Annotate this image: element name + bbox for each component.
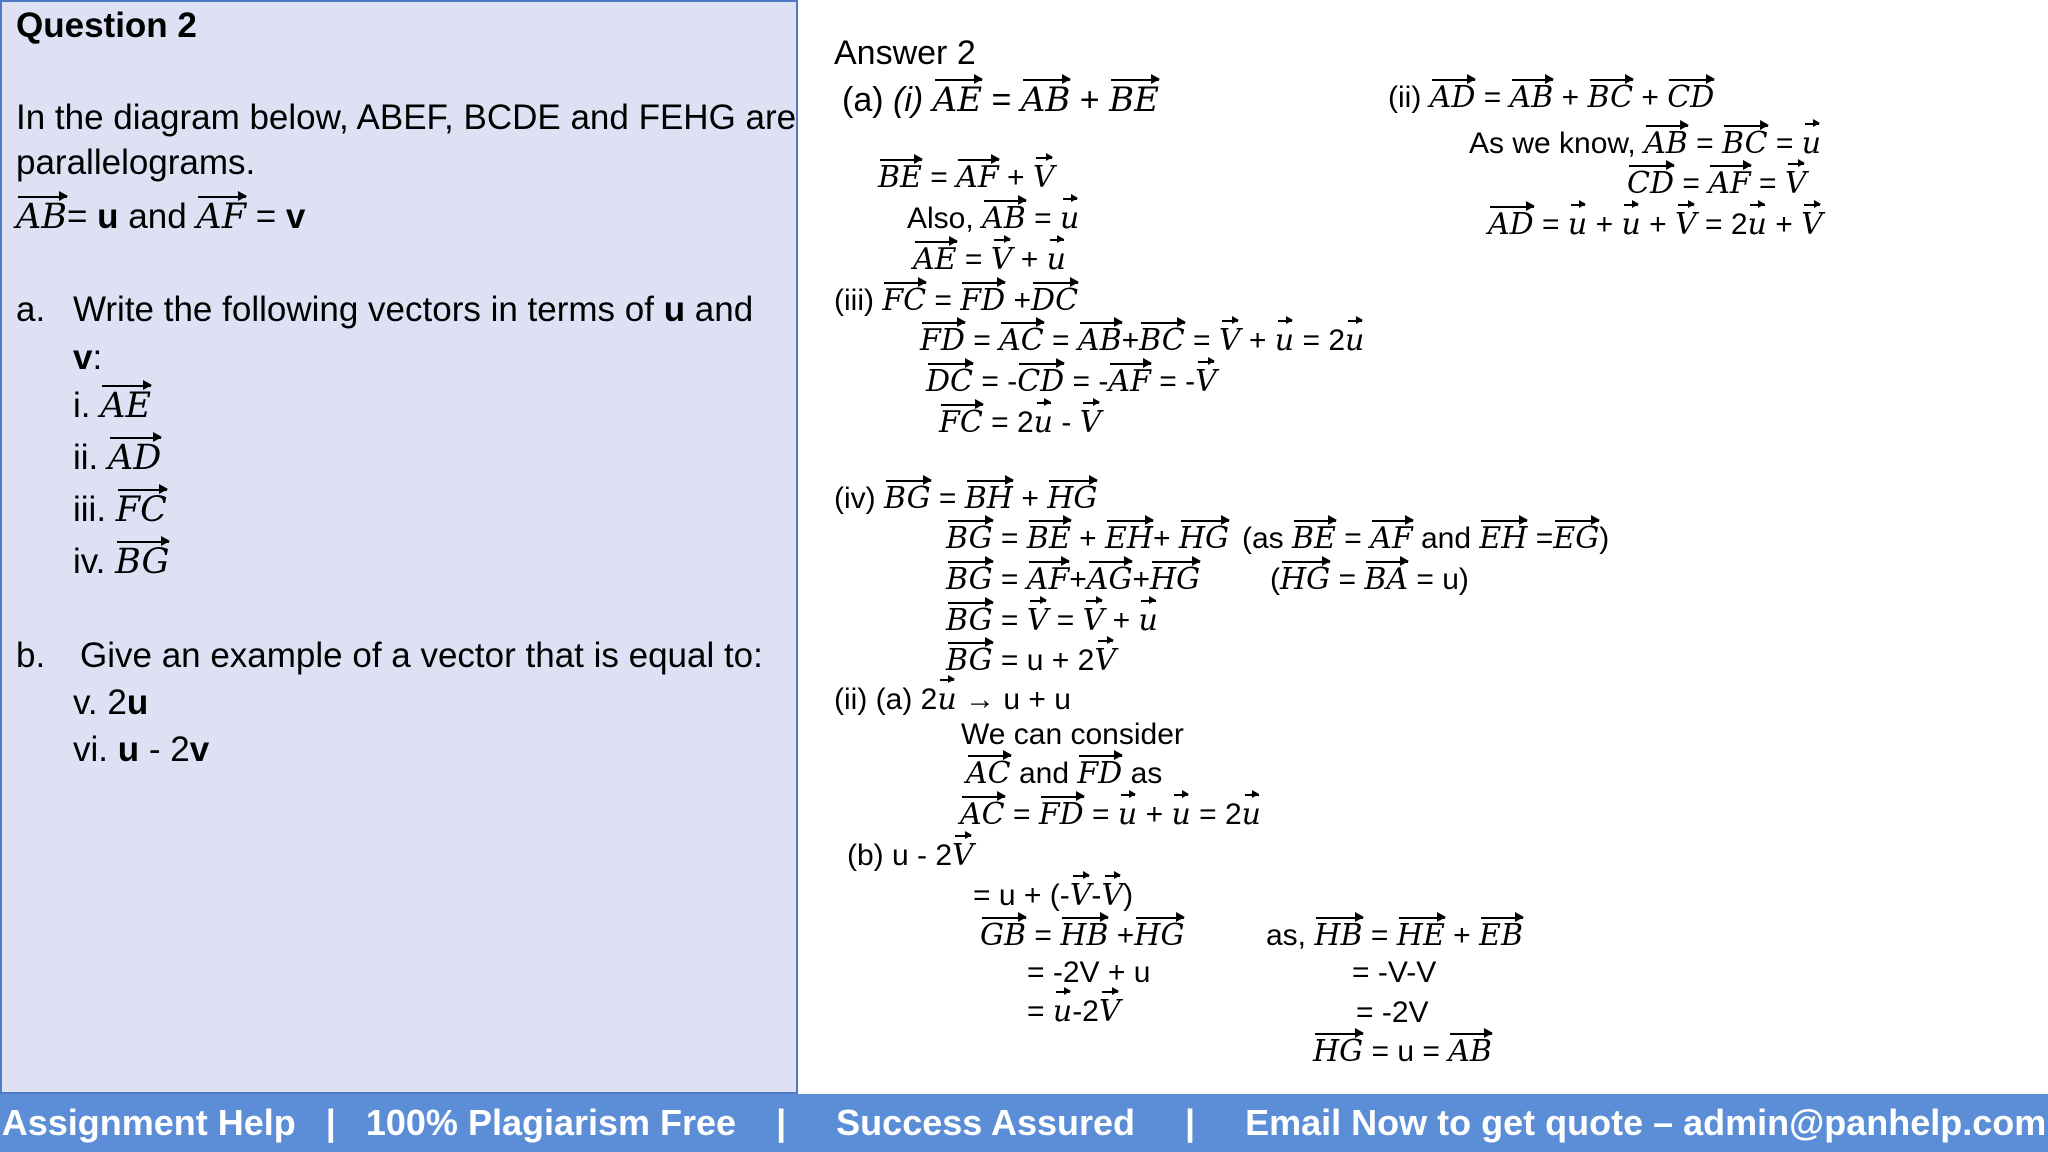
part-a-item [73, 542, 169, 582]
bold-vector-symbol: v [285, 197, 306, 236]
text-segment: iv. [73, 542, 116, 581]
vector-notation: HB [1314, 918, 1363, 953]
text-segment: i. [73, 386, 101, 425]
part-b-instruction: Give an example of a vector that is equal to: [80, 636, 763, 675]
vector-notation: AB [1644, 126, 1688, 161]
text-segment: + [998, 161, 1033, 194]
part-a-item [73, 490, 167, 530]
vector-notation: BE [878, 160, 922, 195]
text-segment: = [1767, 127, 1802, 160]
vector-notation: CD [1627, 166, 1675, 201]
vector-symbol: u [1052, 994, 1073, 1029]
vector-notation: AD [1488, 207, 1534, 242]
text-segment: + [1070, 522, 1105, 555]
vector-symbol: V [1674, 207, 1697, 242]
text-segment: (b) u - 2 [847, 839, 953, 872]
vector-notation: HG [1134, 918, 1185, 953]
bold-vector-symbol: v [189, 730, 210, 769]
text-segment: = [992, 522, 1027, 555]
vector-notation: BC [1587, 80, 1634, 115]
vector-notation: FC [939, 405, 983, 440]
vector-symbol: u [1117, 797, 1138, 832]
text-segment: + [1012, 482, 1048, 515]
vector-notation: CD [1667, 80, 1715, 115]
vector-symbol: V [1032, 160, 1055, 195]
question-intro-line-2: parallelograms. [16, 143, 256, 182]
text-segment: = 2 [1190, 798, 1242, 831]
text-segment: - [1052, 406, 1080, 439]
vector-notation: AF [1370, 521, 1413, 556]
text-segment: = [992, 604, 1027, 637]
part-a-instruction-cont [73, 338, 102, 378]
vector-notation: BC [1139, 323, 1185, 358]
text-segment: as [1122, 757, 1163, 790]
text-segment: = 2 [982, 406, 1034, 439]
vector-symbol: u [1345, 323, 1365, 358]
bold-vector-symbol: u [126, 683, 149, 722]
text-segment: v. 2 [73, 683, 127, 722]
part-a-item [73, 386, 151, 426]
vector-notation: EB [1479, 918, 1523, 953]
vector-notation: AF [1108, 364, 1151, 399]
text-segment: = -2V [1356, 996, 1429, 1029]
text-segment: = [1527, 522, 1554, 555]
answer-line [946, 562, 1200, 597]
text-segment: = [964, 324, 1000, 357]
vector-symbol: u [937, 682, 957, 717]
text-segment: = [1027, 995, 1053, 1028]
answer-line [834, 481, 1097, 516]
text-segment: = [1750, 167, 1785, 200]
text-segment: + [1240, 324, 1275, 357]
answer-line [946, 521, 1229, 556]
text-segment: and [118, 197, 197, 236]
vector-notation: FC [882, 283, 927, 318]
vector-notation: FD [1077, 756, 1123, 791]
text-segment: as, [1266, 919, 1315, 952]
answer-line [966, 756, 1162, 791]
vector-symbol: V [1079, 405, 1102, 440]
vector-notation: FD [920, 323, 965, 358]
vector-symbol: u [1241, 797, 1261, 832]
part-b-item [73, 730, 209, 770]
vector-notation: BG [946, 603, 993, 638]
text-segment: = [1184, 324, 1219, 357]
vector-notation: AF [196, 197, 246, 237]
text-segment: Also, [907, 202, 983, 235]
answer-line [960, 797, 1261, 832]
answer-line [878, 160, 1055, 195]
text-segment: = [1043, 324, 1078, 357]
answer-line [1388, 80, 1714, 115]
text-segment: = [992, 563, 1027, 596]
text-segment: - [1091, 879, 1102, 912]
text-segment: = [1048, 604, 1083, 637]
vector-notation: BE [1109, 80, 1159, 120]
vector-notation: EH [1104, 521, 1153, 556]
text-segment: = [1335, 522, 1371, 555]
text-segment: = -V-V [1352, 956, 1437, 989]
text-segment: = [926, 284, 961, 317]
vector-notation: AF [1026, 562, 1070, 597]
vector-symbol: u [1621, 207, 1641, 242]
answer-note [1242, 521, 1609, 556]
text-segment: + [1012, 243, 1047, 276]
text-segment: + [1005, 284, 1032, 317]
answer-line [926, 364, 1217, 399]
vector-notation: HG [1047, 481, 1098, 516]
vector-notation: GB [980, 918, 1027, 953]
text-segment: and [685, 290, 754, 329]
text-segment: + [1132, 563, 1150, 596]
vector-notation: BC [1722, 126, 1768, 161]
text-segment: = u + (- [973, 879, 1070, 912]
vector-symbol: u [1171, 797, 1191, 832]
vector-notation: BG [946, 643, 993, 678]
text-segment: = [1533, 208, 1568, 241]
text-segment: = [1083, 798, 1118, 831]
text-segment: = [1475, 81, 1510, 114]
vector-notation: AC [960, 797, 1005, 832]
vector-symbol: V [1784, 166, 1807, 201]
text-segment: (ii) [1388, 81, 1430, 114]
vector-symbol: V [990, 242, 1013, 277]
text-segment: = - [1150, 365, 1196, 398]
text-segment: (a) [842, 81, 893, 119]
answer-line [834, 682, 1071, 717]
text-segment: = [67, 197, 98, 236]
vector-notation: AF [1708, 166, 1751, 201]
vector-notation: CD [1017, 364, 1065, 399]
text-segment: = [921, 161, 957, 194]
answer-line [961, 718, 1184, 752]
vector-notation: DC [926, 364, 974, 399]
vector-notation: EH [1479, 521, 1528, 556]
vector-notation: EG [1553, 521, 1600, 556]
text-segment: iii. [73, 490, 116, 529]
vector-symbol: u [1046, 242, 1066, 277]
text-segment: = u) [1408, 563, 1469, 596]
answer-title: Answer 2 [834, 34, 976, 72]
vector-symbol: u [1747, 207, 1767, 242]
vector-notation: HG [1178, 521, 1229, 556]
part-a-marker: a. [16, 290, 46, 329]
vector-notation: AF [956, 160, 999, 195]
answer-line [1488, 207, 1823, 242]
vector-notation: BG [946, 521, 993, 556]
question-intro-line-1: In the diagram below, ABEF, BCDE and FEHG are [16, 98, 797, 137]
text-segment: + [1153, 522, 1179, 555]
vector-notation: BE [1292, 521, 1336, 556]
footer-banner: Assignment Help | 100% Plagiarism Free | Success Assured | Email Now to get quote – admin@panhelp.com [0, 1094, 2048, 1152]
vector-notation: AC [966, 756, 1011, 791]
answer-note [1266, 918, 1523, 953]
answer-line [980, 918, 1184, 953]
bold-vector-symbol: u [117, 730, 140, 769]
vector-notation: FD [1038, 797, 1084, 832]
text-segment: = - [973, 365, 1018, 398]
text-segment: = u = [1363, 1035, 1449, 1068]
text-segment: + [1104, 604, 1139, 637]
vector-notation: AB [982, 201, 1026, 236]
answer-line [920, 323, 1364, 358]
answer-line [847, 838, 974, 873]
vector-notation: BG [883, 481, 931, 516]
answer-line [973, 878, 1133, 913]
given-vectors [16, 197, 305, 237]
vector-notation: BG [946, 562, 993, 597]
text-segment: - 2 [139, 730, 190, 769]
vector-symbol: V [952, 838, 974, 873]
text-segment: = - [1064, 365, 1109, 398]
answer-line [1469, 126, 1821, 161]
vector-notation: BA [1364, 562, 1409, 597]
answer-line [907, 201, 1079, 236]
text-segment: ii. [73, 438, 108, 477]
vector-symbol: u [1801, 126, 1822, 161]
answer-line [1027, 994, 1121, 1029]
text-segment: = [1687, 127, 1722, 160]
text-segment: = [956, 243, 991, 276]
text-segment: + [1553, 81, 1588, 114]
text-segment: = 2 [1696, 208, 1748, 241]
answer-line [946, 643, 1116, 678]
vector-notation: HE [1396, 918, 1445, 953]
vector-notation: AC [999, 323, 1044, 358]
answer-line [939, 405, 1101, 440]
text-segment: -2 [1072, 995, 1099, 1028]
text-segment: = u + 2 [992, 644, 1095, 677]
vector-notation: BE [1026, 521, 1071, 556]
vector-notation: AD [108, 438, 162, 478]
text-segment: + [1444, 919, 1480, 952]
text-segment: = [1026, 919, 1061, 952]
text-segment: → u + u [956, 683, 1071, 716]
part-a-item [73, 438, 161, 478]
text-segment: = [1362, 919, 1397, 952]
answer-line [1027, 956, 1150, 990]
text-segment: ( [1270, 563, 1280, 596]
bold-vector-symbol: v [73, 338, 93, 377]
text-segment: = [1330, 563, 1365, 596]
text-segment: As we know, [1469, 127, 1645, 160]
text-segment: and [1010, 757, 1078, 790]
vector-notation: AB [1020, 80, 1071, 120]
vector-notation: AB [16, 197, 67, 237]
text-segment: = [245, 197, 286, 236]
text-segment: = [1674, 167, 1709, 200]
text-segment: + [1587, 208, 1622, 241]
vector-symbol: u [1567, 207, 1588, 242]
vector-notation: BG [115, 542, 170, 582]
vector-symbol: V [1101, 878, 1124, 913]
vector-notation: AE [932, 80, 983, 120]
answer-line [842, 80, 1159, 120]
vector-symbol: V [1082, 603, 1105, 638]
text-segment: + [1070, 81, 1110, 119]
vector-notation: HG [1149, 562, 1201, 597]
question-title: Question 2 [16, 6, 197, 45]
vector-symbol: V [1069, 878, 1092, 913]
text-segment: (iv) [834, 482, 884, 515]
answer-line [946, 603, 1158, 638]
text-segment: (as [1242, 522, 1293, 555]
vector-symbol: u [1274, 323, 1295, 358]
vector-symbol: V [1195, 364, 1217, 399]
answer-note [1356, 996, 1429, 1030]
text-segment: ) [1123, 879, 1134, 912]
text-segment: + [1121, 324, 1140, 357]
vector-notation: HG [1280, 562, 1331, 597]
vector-symbol: V [1801, 207, 1823, 242]
text-segment: = 2 [1294, 324, 1345, 357]
vector-notation: AG [1086, 562, 1133, 597]
text-segment: + [1633, 81, 1668, 114]
bold-vector-symbol: u [97, 197, 119, 236]
answer-note [1270, 562, 1469, 597]
text-segment: : [92, 338, 103, 377]
text-segment: + [1766, 208, 1802, 241]
answer-line [913, 242, 1066, 277]
vector-notation: BH [964, 481, 1013, 516]
part-b-marker: b. [16, 636, 46, 675]
text-segment: = [930, 482, 965, 515]
text-segment: = -2V + u [1027, 956, 1151, 989]
part-b-item [73, 683, 148, 723]
roman-numeral: (i) [893, 81, 933, 119]
part-a-instruction [73, 290, 753, 330]
vector-notation: FD [960, 283, 1006, 318]
text-segment: = [982, 81, 1021, 119]
vector-symbol: V [1094, 643, 1116, 678]
vector-notation: FC [115, 490, 167, 530]
text-segment: We can consider [961, 718, 1184, 751]
text-segment: (ii) (a) 2 [834, 683, 938, 716]
text-segment: + [1137, 798, 1172, 831]
vector-symbol: u [1059, 201, 1080, 236]
vector-symbol: u [1033, 405, 1053, 440]
text-segment: ) [1599, 522, 1610, 555]
answer-note [1352, 956, 1436, 990]
vector-symbol: V [1218, 323, 1241, 358]
text-segment: + [1069, 563, 1087, 596]
text-segment: (iii) [834, 284, 883, 317]
vector-symbol: V [1026, 603, 1049, 638]
answer-note [1313, 1034, 1492, 1069]
text-segment: Write the following vectors in terms of [73, 290, 664, 329]
answer-line [1627, 166, 1807, 201]
vector-notation: HG [1313, 1034, 1364, 1069]
vector-notation: HB [1060, 918, 1109, 953]
vector-notation: AE [100, 386, 152, 426]
text-segment: vi. [73, 730, 118, 769]
answer-line [834, 283, 1078, 318]
vector-notation: AD [1429, 80, 1476, 115]
text-segment: = [1025, 202, 1060, 235]
text-segment: + [1640, 208, 1675, 241]
text-segment: and [1412, 522, 1480, 555]
vector-notation: AB [1448, 1034, 1492, 1069]
vector-notation: AB [1509, 80, 1554, 115]
vector-notation: AB [1077, 323, 1122, 358]
vector-symbol: V [1098, 994, 1121, 1029]
vector-notation: DC [1031, 283, 1079, 318]
vector-notation: AE [913, 242, 957, 277]
vector-symbol: u [1138, 603, 1158, 638]
text-segment: + [1108, 919, 1135, 952]
text-segment: = [1004, 798, 1039, 831]
bold-vector-symbol: u [663, 290, 686, 329]
